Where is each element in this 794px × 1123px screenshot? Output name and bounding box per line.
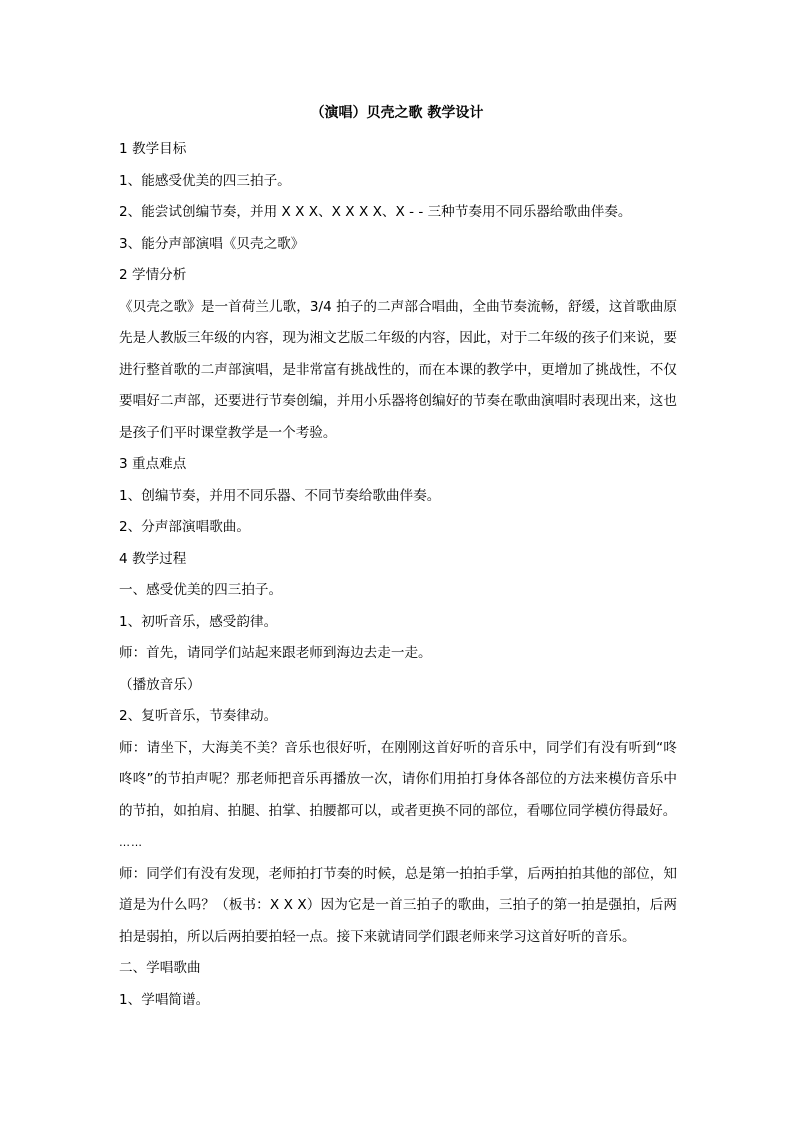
process-step-heading: 二、学唱歌曲: [119, 960, 201, 976]
section-heading-analysis: 2 学情分析: [119, 267, 187, 283]
process-step-heading: 一、感受优美的四三拍子。: [119, 582, 283, 598]
ellipsis: ……: [119, 836, 143, 849]
process-substep: 1、学唱简谱。: [119, 991, 210, 1008]
key-point-item: 2、分声部演唱歌曲。: [119, 519, 250, 535]
process-substep: 1、初听音乐，感受韵律。: [119, 613, 278, 630]
section-heading-process: 4 教学过程: [119, 550, 187, 567]
process-substep: 2、复听音乐，节奏律动。: [119, 708, 278, 724]
teacher-dialogue: 师：首先，请同学们站起来跟老师到海边去走一走。: [119, 645, 432, 661]
section-heading-objectives: 1 教学目标: [119, 141, 187, 157]
document-title: （演唱）贝壳之歌 教学设计: [310, 105, 484, 121]
objective-item: 2、能尝试创编节奏，并用 X X X、X X X X、X - - 三种节奏用不同乐器给歌曲伴奏。: [119, 204, 632, 220]
teacher-dialogue: 师：请坐下，大海美不美？音乐也很好听，在刚刚这首好听的音乐中，同学们有没有听到“咚咚咚”的节拍声呢？那老师把音乐再播放一次，请你们用拍打身体各部位的方法来模仿音乐中的节拍，如拍肩、拍腿、拍掌、拍腰都可以，或者更换不同的部位，看哪位同学模仿得最好。: [119, 739, 677, 819]
objective-item: 1、能感受优美的四三拍子。: [119, 172, 291, 189]
section-heading-key-points: 3 重点难点: [119, 456, 187, 472]
teacher-dialogue: 师：同学们有没有发现，老师拍打节奏的时候，总是第一拍拍手掌，后两拍拍其他的部位，知道是为什么吗？（板书：X X X）因为它是一首三拍子的歌曲，三拍子的第一拍是强拍，后两拍是弱拍，所以后两拍要拍轻一点。接下来就请同学们跟老师来学习这首好听的音乐。: [119, 865, 677, 945]
key-point-item: 1、创编节奏，并用不同乐器、不同节奏给歌曲伴奏。: [119, 487, 441, 504]
document-body: [119, 134, 677, 1016]
stage-note: （播放音乐）: [119, 676, 201, 693]
analysis-paragraph: 《贝壳之歌》是一首荷兰儿歌，3/4 拍子的二声部合唱曲，全曲节奏流畅，舒缓，这首歌曲原先是人教版三年级的内容，现为湘文艺版二年级的内容，因此，对于二年级的孩子们来说，要进行整首歌的二声部演唱，是非常富有挑战性的，而在本课的教学中，更增加了挑战性，不仅要唱好二声部，还要进行节奏创编，并用小乐器将创编好的节奏在歌曲演唱时表现出来，这也是孩子们平时课堂教学是一个考验。: [119, 298, 677, 441]
objective-item: 3、能分声部演唱《贝壳之歌》: [119, 235, 305, 252]
